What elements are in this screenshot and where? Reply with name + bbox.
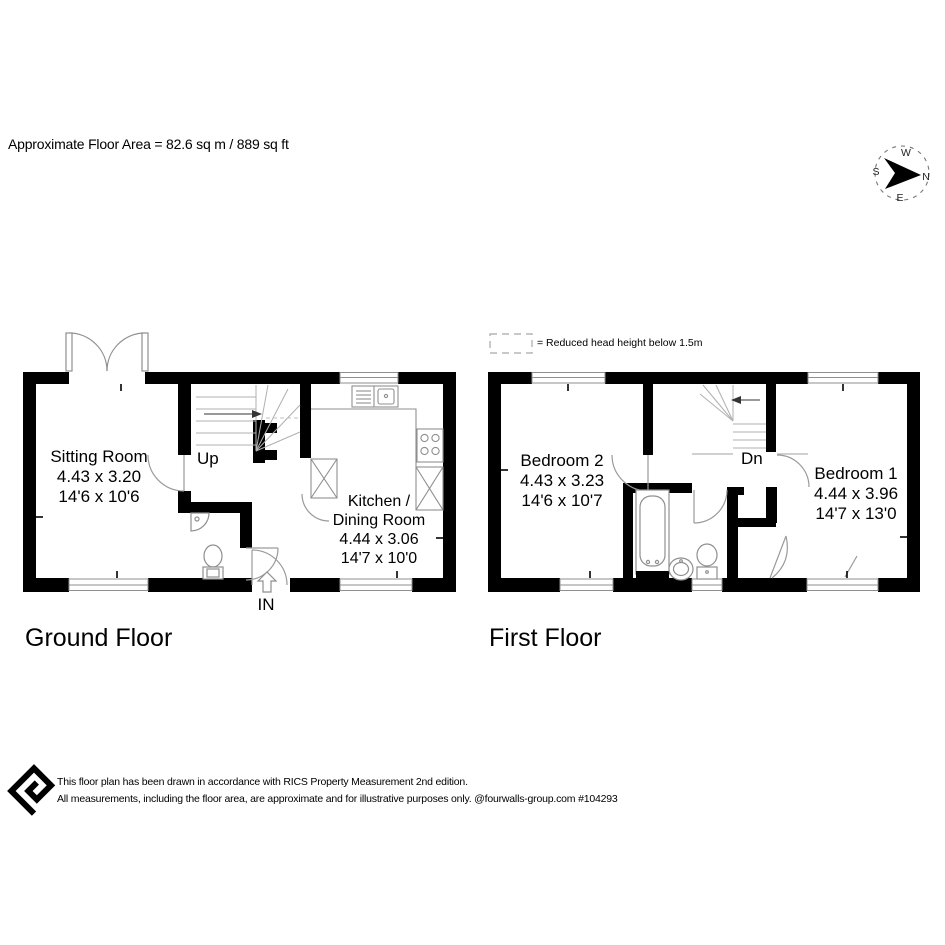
- room-dims-metric: 4.43 x 3.20: [56, 467, 142, 486]
- kitchen-sink: [352, 386, 398, 407]
- room-dims-metric: 4.44 x 3.06: [339, 531, 419, 548]
- stairs-down-arrow: [731, 396, 760, 404]
- fourwalls-logo: [11, 768, 56, 813]
- kitchen-counter: [311, 409, 416, 467]
- stairs-up-label: Up: [197, 449, 219, 468]
- room-name: Sitting Room: [50, 447, 148, 466]
- footer-disclaimer-line1: This floor plan has been drawn in accordance with RICS Property Measurement 2nd edition.: [57, 776, 468, 788]
- compass-w: W: [901, 147, 911, 159]
- room-label-sitting-room: [50, 447, 147, 507]
- bathroom-fixtures: [636, 490, 717, 580]
- stairs-down-label: Dn: [741, 449, 763, 468]
- compass-s: S: [872, 166, 880, 178]
- footer-disclaimer-line2: All measurements, including the floor area, are approximate and for illustrative purposes only. @fourwalls-group.com #104293: [57, 793, 618, 805]
- ground-stairs: [196, 385, 300, 451]
- entrance-in-label: IN: [257, 595, 275, 614]
- room-name: Kitchen /: [347, 493, 411, 510]
- hob: [417, 429, 443, 462]
- toilet: [203, 545, 223, 579]
- room-dims-metric: 4.43 x 3.23: [519, 471, 605, 490]
- legend-swatch: [490, 334, 532, 353]
- compass-n: N: [922, 171, 930, 183]
- corner-basin: [191, 513, 209, 531]
- first-floor-title: First Floor: [489, 624, 602, 652]
- entrance-arrow-icon: [258, 572, 276, 592]
- room-dims-imperial: 14'6 x 10'6: [58, 487, 140, 506]
- closet-door: [770, 536, 787, 578]
- room-name: Bedroom 2: [520, 451, 604, 470]
- first-stairs: [700, 385, 766, 448]
- wc-fixtures: [191, 513, 223, 579]
- ground-floor-title: Ground Floor: [25, 624, 173, 652]
- room-label-bedroom-2: [520, 451, 604, 511]
- compass-e: E: [896, 192, 904, 204]
- room-dims-imperial: 14'7 x 13'0: [815, 504, 897, 523]
- room-name-2: Dining Room: [332, 512, 426, 529]
- room-dims-metric: 4.44 x 3.96: [813, 484, 899, 503]
- room-label-bedroom-1: [814, 464, 898, 524]
- ground-doors: [148, 455, 329, 585]
- room-dims-imperial: 14'7 x 10'0: [340, 550, 418, 567]
- compass-needle: [884, 158, 921, 189]
- room-label-kitchen-dining: [333, 492, 425, 568]
- bathroom-basin: [669, 558, 693, 580]
- compass: [872, 146, 929, 204]
- floor-area-label: Approximate Floor Area = 82.6 sq m / 889 sq ft: [8, 136, 289, 152]
- bathroom-toilet: [697, 544, 717, 579]
- stairs-up-arrow: [204, 410, 262, 418]
- bathtub: [636, 490, 669, 574]
- room-dims-imperial: 14'6 x 10'7: [521, 491, 603, 510]
- french-doors: [66, 333, 148, 371]
- legend-label: = Reduced head height below 1.5m: [537, 337, 703, 349]
- room-name: Bedroom 1: [814, 464, 898, 483]
